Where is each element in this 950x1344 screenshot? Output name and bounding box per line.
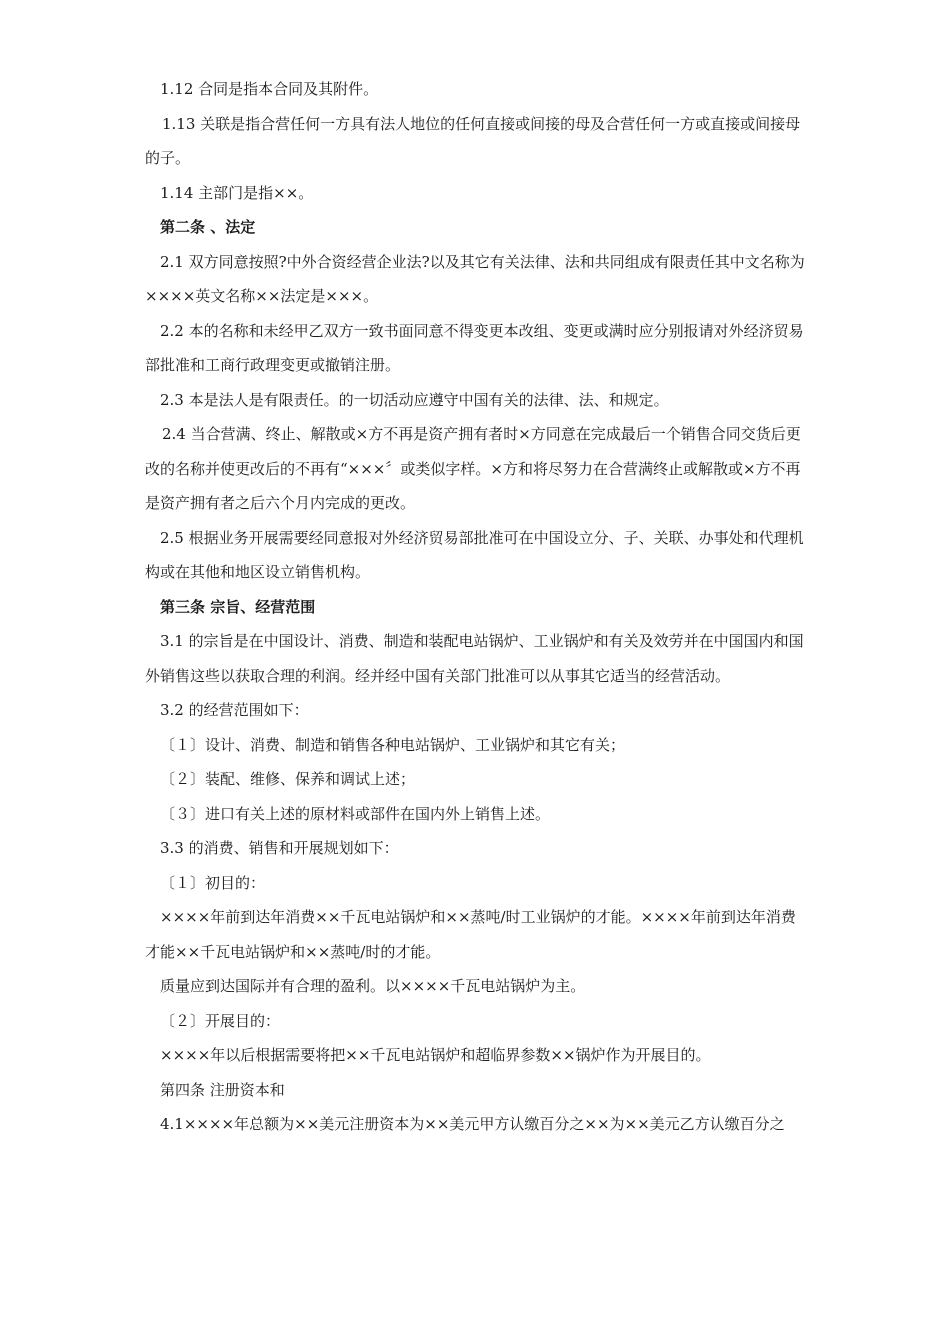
paragraph-development-target: ××××年以后根据需要将把××千瓦电站锅炉和超临界参数××锅炉作为开展目的。 [160, 1046, 711, 1064]
paragraph-2-1: 2.1 双方同意按照?中外合资经营企业法?以及其它有关法律、法和共同组成有限责任其中文名称为××××英文名称××法定是×××。 [145, 252, 805, 305]
document-body [145, 72, 805, 1142]
section-heading-2: 第二条 、法定 [160, 218, 256, 236]
paragraph-1-12: 1.12 合同是指本合同及其附件。 [160, 80, 379, 98]
paragraph-4-1: 4.1××××年总额为××美元注册资本为××美元甲方认缴百分之××为××美元乙方认缴百分之 [160, 1115, 785, 1133]
paragraph-initial-target: ××××年前到达年消费××千瓦电站锅炉和××蒸吨/时工业锅炉的才能。××××年前到达年消费才能××千瓦电站锅炉和××蒸吨/时的才能。 [145, 908, 796, 961]
list-item-3-3-2: 〔２〕开展目的： [160, 1011, 281, 1030]
list-item-3-2-1: 〔１〕设计、消费、制造和销售各种电站锅炉、工业锅炉和其它有关； [160, 735, 626, 754]
paragraph-2-4: 2.4 当合营满、终止、解散或×方不再是资产拥有者时×方同意在完成最后一个销售合同交货后更改的名称并使更改后的不再有“×××〞或类似字样。×方和将尽努力在合营满终止或解散或×方不再是资产拥有者之后六个月内完成的更改。 [145, 425, 801, 512]
paragraph-3-2: 3.2 的经营范围如下： [160, 701, 309, 719]
paragraph-3-1: 3.1 的宗旨是在中国设计、消费、制造和装配电站锅炉、工业锅炉和有关及效劳并在中国国内和国外销售这些以获取合理的利润。经并经中国有关部门批准可以从事其它适当的经营活动。 [145, 632, 804, 685]
section-heading-3: 第三条 宗旨、经营范围 [160, 597, 316, 616]
section-heading-4: 第四条 注册资本和 [160, 1080, 285, 1099]
paragraph-1-14: 1.14 主部门是指××。 [160, 183, 314, 202]
paragraph-2-2: 2.2 本的名称和未经甲乙双方一致书面同意不得变更本改组、变更或满时应分别报请对外经济贸易部批准和工商行政理变更或撤销注册。 [145, 321, 804, 374]
paragraph-1-13: 1.13 关联是指合营任何一方具有法人地位的任何直接或间接的母及合营任何一方或直接或间接母的子。 [145, 114, 801, 167]
paragraph-2-5: 2.5 根据业务开展需要经同意报对外经济贸易部批准可在中国设立分、子、关联、办事处和代理机构或在其他和地区设立销售机构。 [145, 528, 804, 581]
paragraph-quality: 质量应到达国际并有合理的盈利。以××××千瓦电站锅炉为主。 [160, 977, 586, 995]
list-item-3-2-3: 〔３〕进口有关上述的原材料或部件在国内外上销售上述。 [160, 804, 551, 823]
list-item-3-3-1: 〔１〕初目的： [160, 873, 266, 892]
paragraph-2-3: 2.3 本是法人是有限责任。的一切活动应遵守中国有关的法律、法、和规定。 [160, 390, 669, 409]
list-item-3-2-2: 〔２〕装配、维修、保养和调试上述； [160, 770, 416, 788]
paragraph-3-3: 3.3 的消费、销售和开展规划如下： [160, 839, 399, 857]
